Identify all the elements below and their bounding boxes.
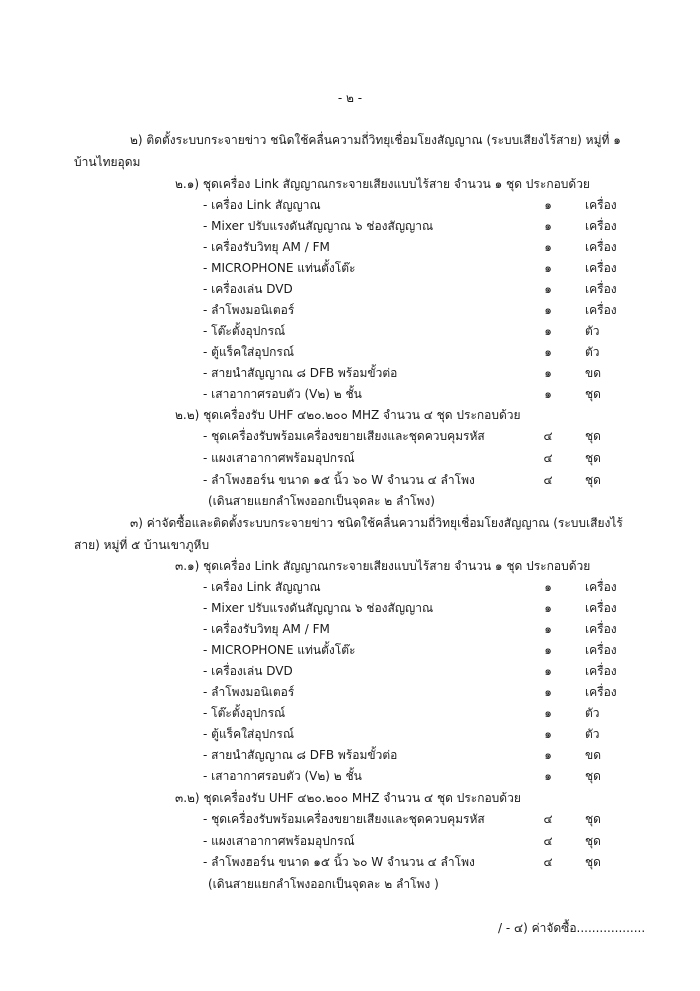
section-heading: ๒) ติดตั้งระบบกระจายข่าว ชนิดใช้คลื่นความถี่วิทยุเชื่อมโยงสัญญาณ (ระบบเสียงไร้สาย) หมู่ที่ ๑	[130, 133, 621, 147]
item-name: - แผงเสาอากาศพร้อมอุปกรณ์	[203, 451, 355, 465]
item-qty: ๑	[544, 685, 552, 699]
item-qty: ๔	[543, 429, 553, 443]
item-name: - สายนำสัญญาณ ๘ DFB พร้อมขั้วต่อ	[203, 366, 398, 380]
item-name: - เสาอากาศรอบตัว (V๒) ๒ ชั้น	[203, 387, 362, 401]
item-qty: ๔	[543, 473, 553, 487]
item-unit: เครื่อง	[585, 198, 617, 212]
item-qty: ๑	[544, 601, 552, 615]
item-name: - MICROPHONE แท่นตั้งโต๊ะ	[203, 261, 356, 275]
item-name: - เครื่อง Link สัญญาณ	[203, 580, 321, 594]
subsection-title: ๒.๑) ชุดเครื่อง Link สัญญาณกระจายเสียงแบบไร้สาย จำนวน ๑ ชุด ประกอบด้วย	[175, 177, 590, 191]
subsection-title: ๓.๑) ชุดเครื่อง Link สัญญาณกระจายเสียงแบบไร้สาย จำนวน ๑ ชุด ประกอบด้วย	[175, 559, 591, 573]
item-qty: ๑	[544, 261, 552, 275]
section-heading-continued: สาย) หมู่ที่ ๕ บ้านเขาภูหีบ	[74, 538, 210, 552]
item-unit: ตัว	[585, 706, 600, 720]
item-name: - เครื่อง Link สัญญาณ	[203, 198, 321, 212]
item-name: - ตู้แร็คใส่อุปกรณ์	[203, 727, 294, 741]
item-qty: ๑	[544, 324, 552, 338]
item-unit: ชุด	[585, 429, 601, 443]
item-name: - เครื่องเล่น DVD	[203, 664, 293, 678]
subsection-title: ๓.๒) ชุดเครื่องรับ UHF ๔๒๐.๒๐๐ MHZ จำนวน ๔ ชุด ประกอบด้วย	[175, 791, 521, 805]
item-unit: ชุด	[585, 834, 601, 848]
item-name: - เครื่องรับวิทยุ AM / FM	[203, 622, 330, 636]
item-unit: ตัว	[585, 727, 600, 741]
item-qty: ๔	[543, 812, 553, 826]
item-name: - โต๊ะตั้งอุปกรณ์	[203, 706, 286, 720]
item-unit: ขด	[585, 366, 601, 380]
item-qty: ๑	[544, 748, 552, 762]
item-name: - ลำโพงฮอร์น ขนาด ๑๕ นิ้ว ๖๐ W จำนวน ๔ ลำโพง	[203, 473, 475, 487]
item-qty: ๑	[544, 769, 552, 783]
section-heading-continued: บ้านไทยอุดม	[74, 155, 141, 169]
item-qty: ๔	[543, 834, 553, 848]
item-name: - ชุดเครื่องรับพร้อมเครื่องขยายเสียงและชุดควบคุมรหัส	[203, 429, 485, 443]
item-unit: ชุด	[585, 855, 601, 869]
item-qty: ๑	[544, 219, 552, 233]
item-unit: เครื่อง	[585, 282, 617, 296]
item-note: (เดินสายแยกลำโพงออกเป็นจุดละ ๒ ลำโพง )	[208, 877, 439, 891]
item-unit: ขด	[585, 748, 601, 762]
item-name: - ลำโพงมอนิเตอร์	[203, 303, 295, 317]
item-unit: ชุด	[585, 812, 601, 826]
item-qty: ๑	[544, 706, 552, 720]
item-qty: ๑	[544, 580, 552, 594]
item-unit: เครื่อง	[585, 240, 617, 254]
item-name: - เสาอากาศรอบตัว (V๒) ๒ ชั้น	[203, 769, 362, 783]
item-unit: ชุด	[585, 451, 601, 465]
item-name: - MICROPHONE แท่นตั้งโต๊ะ	[203, 643, 356, 657]
item-qty: ๑	[544, 366, 552, 380]
item-qty: ๑	[544, 303, 552, 317]
item-unit: เครื่อง	[585, 622, 617, 636]
item-unit: เครื่อง	[585, 580, 617, 594]
item-unit: เครื่อง	[585, 685, 617, 699]
item-qty: ๔	[543, 451, 553, 465]
item-name: - แผงเสาอากาศพร้อมอุปกรณ์	[203, 834, 355, 848]
item-qty: ๑	[544, 622, 552, 636]
item-name: - ลำโพงมอนิเตอร์	[203, 685, 295, 699]
item-unit: ชุด	[585, 473, 601, 487]
item-qty: ๑	[544, 282, 552, 296]
item-qty: ๑	[544, 387, 552, 401]
item-unit: ตัว	[585, 324, 600, 338]
item-name: - เครื่องเล่น DVD	[203, 282, 293, 296]
section-heading: ๓) ค่าจัดซื้อและติดตั้งระบบกระจายข่าว ชนิดใช้คลื่นความถี่วิทยุเชื่อมโยงสัญญาณ (ระบบเสียงไร้	[130, 516, 623, 530]
item-name: - ชุดเครื่องรับพร้อมเครื่องขยายเสียงและชุดควบคุมรหัส	[203, 812, 485, 826]
continuation-footer: / - ๔) ค่าจัดซื้อ..................	[498, 921, 646, 935]
item-qty: ๑	[544, 240, 552, 254]
item-unit: เครื่อง	[585, 219, 617, 233]
subsection-title: ๒.๒) ชุดเครื่องรับ UHF ๔๒๐.๒๐๐ MHZ จำนวน ๔ ชุด ประกอบด้วย	[175, 408, 521, 422]
item-qty: ๑	[544, 198, 552, 212]
item-unit: เครื่อง	[585, 664, 617, 678]
item-unit: เครื่อง	[585, 601, 617, 615]
item-qty: ๑	[544, 727, 552, 741]
item-qty: ๔	[543, 855, 553, 869]
page-number: - ๒ -	[337, 91, 363, 105]
item-unit: ชุด	[585, 387, 601, 401]
item-unit: ชุด	[585, 769, 601, 783]
item-unit: เครื่อง	[585, 303, 617, 317]
item-unit: เครื่อง	[585, 261, 617, 275]
item-unit: ตัว	[585, 345, 600, 359]
item-qty: ๑	[544, 643, 552, 657]
item-unit: เครื่อง	[585, 643, 617, 657]
item-name: - Mixer ปรับแรงดันสัญญาณ ๖ ช่องสัญญาณ	[203, 219, 434, 233]
item-name: - สายนำสัญญาณ ๘ DFB พร้อมขั้วต่อ	[203, 748, 398, 762]
item-note: (เดินสายแยกลำโพงออกเป็นจุดละ ๒ ลำโพง)	[208, 494, 435, 508]
item-name: - โต๊ะตั้งอุปกรณ์	[203, 324, 286, 338]
item-qty: ๑	[544, 664, 552, 678]
item-name: - เครื่องรับวิทยุ AM / FM	[203, 240, 330, 254]
item-name: - Mixer ปรับแรงดันสัญญาณ ๖ ช่องสัญญาณ	[203, 601, 434, 615]
item-qty: ๑	[544, 345, 552, 359]
item-name: - ลำโพงฮอร์น ขนาด ๑๕ นิ้ว ๖๐ W จำนวน ๔ ลำโพง	[203, 855, 475, 869]
item-name: - ตู้แร็คใส่อุปกรณ์	[203, 345, 294, 359]
